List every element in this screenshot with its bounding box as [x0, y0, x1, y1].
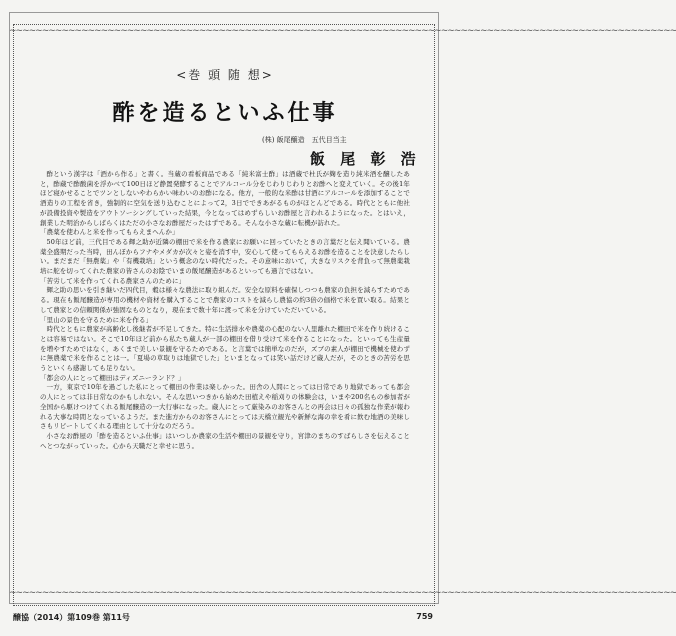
quote-heading: 「里山の景色を守るために米を作る」 — [40, 315, 153, 324]
quote-heading: 「農薬を使わんと米を作ってもらえまへんか」 — [40, 228, 179, 237]
column-label: <巻 頭 随 想> — [176, 68, 274, 82]
decorative-border-top: ~~~~~~~~~~~~~~~~~~~~~~~~~~~~~~~~~~~~~~~~~~~~~~~~~~~~~~~~~~~~~~~~~~~~~~~~~~~~~~~~~~~~~~~~~~~~~~~~~~~~~~ — [9, 26, 676, 36]
author-name: 飯 尾 彰 浩 — [310, 150, 421, 168]
quote-heading: 「都会の人にとって棚田はディズニーランド？」 — [40, 373, 185, 382]
page-number: 759 — [416, 612, 433, 621]
paragraph: 一方，東京で10年を過ごした私にとって棚田の作業は楽しかった。田舎の人間にとっては日常であり地獄であっても都会の人にとっては非日常なのかもしれない。そんな思いつきから始めた田植えや稲刈りの体験会は，いまや200名もの参加者が全国から駆けつけてくれる飯尾醸造の一大行事になった。蔵人にとって厳染みのお客さんとの再会は日々の孤独な作業が報われる大事な時間となっているようだ。また進方からのお客さんにとっては天橋立観光や新鮮な海の幸を肴に飲む地酒の美味しさもリピートしてくれる理由として十分なのだろう。 — [40, 383, 410, 431]
paragraph: 小さなお酢屋の「酢を造るといふ仕事」はいつしか農家の生活や棚田の景観を守り，宮津のまちのすばらしさを伝えることへとつながっていった。心から天職だと幸せに思う。 — [40, 431, 410, 450]
author-affiliation: (株) 飯尾醸造 五代目当主 — [262, 136, 347, 144]
article-title: 酢を造るといふ仕事 — [112, 100, 338, 126]
journal-citation: 醸協（2014）第109巻 第11号 — [13, 613, 130, 622]
paragraph: 時代とともに農家が高齢化し後継者が不足してきた。特に生活排水や農薬の心配のない人里離れた棚田で米を作り続けることは容易ではない。そこで10年ほど前から私たち蔵人が一部の棚田を借り受けて米を作ることになった。といっても生産量を増やすためではなく，あくまで美しい景観を守るためである。と言葉では簡単なのだが，ズブの素人が棚田で機械を使わずに無農薬で米を作ることは一。「夏場の草取りは地獄でした」といまとなっては笑い話だけど蔵人だが，そのときの苦労を思うといくら感謝しても足りない。 — [40, 325, 410, 373]
paragraph: 酢という漢字は「酒から作る」と書く。当蔵の看板商品である「純米富士酢」は酒蔵で杜氏が麹を造り純米酒を醸したあと，酢蔵で酢酸菌を浮かべて100日ほど静置発酵することでアルコール分をじわりじわりとお酢へと変えていく。その後1年ほど寝かせることでツンとしないやわらかい味わいのお酢になる。他方，一般的な米酢は甘酒にアルコールを添加することで酒造りの工程を省き，強制的に空気を送り込むことによって2，3日でできあがるものがほとんどである。時代とともに他社が設備投資や製造をアウトソーシングしていった結果，今となってはめずらしいお酢屋と言われるようになった。とはいえ，創業した明治からしばらくはただの小さなお酢屋だったはずである。そんな小さな蔵に転機が訪れた。 — [40, 170, 410, 227]
paragraph: 50年ほど前，三代目である輝之助が近隣の棚田で米を作る農家にお願いに回っていたときの言葉だと伝え聞いている。農薬全盛期だった当時，田んぼからフナやメダカが次々と姿を消す中，安心して使ってもらえるお酢を造ることを決意したらしい。まだまだ「無農薬」や「有機栽培」という概念のない時代だった。その意味において，大きなリスクを背負って無農薬栽培に舵を切ってくれた農家の皆さんのお陰でいまの飯尾醸造があるといっても過言ではない。 — [40, 237, 410, 276]
quote-heading: 「苦労して米を作ってくれる農家さんのために」 — [40, 276, 186, 285]
decorative-border-bottom: ~~~~~~~~~~~~~~~~~~~~~~~~~~~~~~~~~~~~~~~~~~~~~~~~~~~~~~~~~~~~~~~~~~~~~~~~~~~~~~~~~~~~~~~~~~~~~~~~~~~~~~ — [9, 588, 676, 598]
paragraph: 輝之助の思いを引き継いだ四代目，穀は様々な農法に取り組んだ。安全な原料を確保しつつも農家の負担を減らすためである。現在も飯尾醸造が専用の機材や資材を購入することで農家のコストを減らし農協の約3倍の価格で米を買い取る。結果として農家との信頼関係が強固なものとなり，現在まで数十年に渡って米を分けていただいている。 — [40, 286, 410, 314]
article-body — [40, 170, 410, 451]
